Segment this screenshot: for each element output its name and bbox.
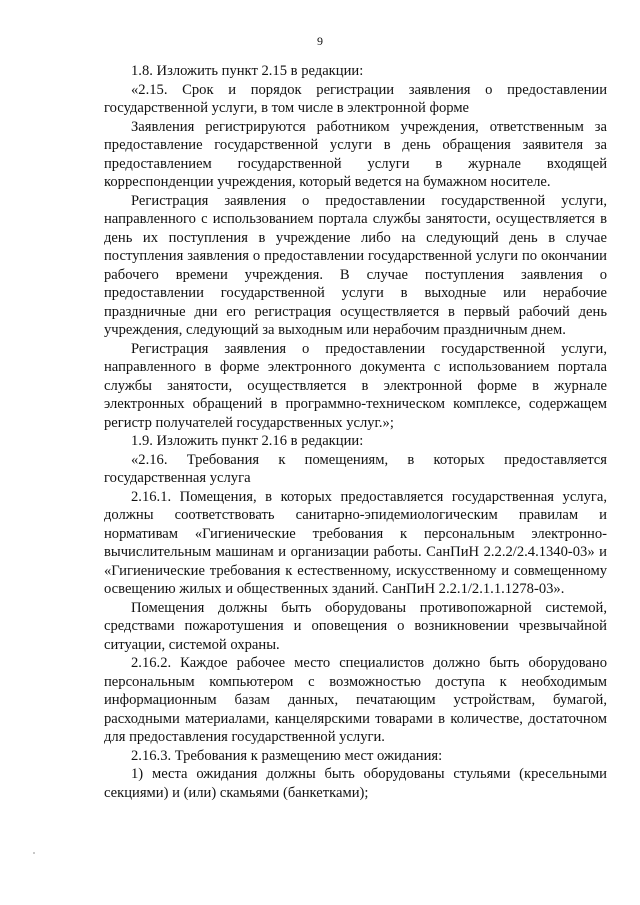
paragraph-1-9-heading: 1.9. Изложить пункт 2.16 в редакции: — [131, 433, 364, 449]
paragraph-waiting-seats: 1) места ожидания должны быть оборудованы стульями (кресельными секциями) и (или) скамьями (банкетками); — [104, 766, 607, 801]
paragraph-registration-worker: Заявления регистрируются работником учреждения, ответственным за предоставление государственной услуги в день обращения заявителя за предоставлением государственной услуги в журнале входящей корреспонденции учреждения, который ведется на бумажном носителе. — [104, 118, 607, 190]
paragraph-registration-electronic: Регистрация заявления о предоставлении государственной услуги, направленного в форме электронного документа с использованием портала службы занятости, осуществляется в электронной форме в журнале электронных обращений в программно-техническом комплексе, содержащем регистр получателей государственных услуг.»; — [104, 340, 607, 431]
paragraph-2-16-1: 2.16.1. Помещения, в которых предоставляется государственная услуга, должны соответствовать санитарно-эпидемиологическим правилам и нормативам «Гигиенические требования к персональным электронно-вычислительным машинам и организации работы. СанПиН 2.2.2/2.4.1340-03» и «Гигиенические требования к естественному, искусственному и совмещенному освещению жилых и общественных зданий. СанПиН 2.2.1/2.1.1.1278-03». — [104, 488, 607, 597]
document-body — [104, 62, 607, 802]
paragraph-2-16-3: 2.16.3. Требования к размещению мест ожидания: — [131, 747, 443, 764]
scan-speck — [33, 852, 35, 854]
page-number: 9 — [317, 34, 323, 48]
paragraph-fire-safety: Помещения должны быть оборудованы противопожарной системой, средствами пожаротушения и оповещения о возникновении чрезвычайной ситуации, системой охраны. — [104, 599, 607, 653]
paragraph-2-16-2: 2.16.2. Каждое рабочее место специалистов должно быть оборудовано персональным компьютером с возможностью доступа к необходимым информационным базам данных, печатающим устройствам, бумагой, расходными материалами, канцелярскими товарами в количестве, достаточном для предоставления государственной услуги. — [104, 655, 607, 745]
paragraph-registration-portal: Регистрация заявления о предоставлении государственной услуги, направленного с использованием портала службы занятости, осуществляется в день их поступления в учреждение либо на следующий день в случае поступления заявления о предоставлении государственной услуги по окончании рабочего времени учреждения. В случае поступления заявления о предоставлении государственной услуги в выходные или нерабочие праздничные дни его регистрация осуществляется в первый рабочий день учреждения, следующий за выходным или нерабочим праздничным днем. — [104, 192, 607, 338]
paragraph-2-15-title: «2.15. Срок и порядок регистрации заявления о предоставлении государственной услуги, в том числе в электронной форме — [104, 81, 607, 116]
paragraph-1-8-heading: 1.8. Изложить пункт 2.15 в редакции: — [131, 63, 364, 79]
paragraph-2-16-title: «2.16. Требования к помещениям, в которых предоставляется государственная услуга — [104, 451, 607, 486]
